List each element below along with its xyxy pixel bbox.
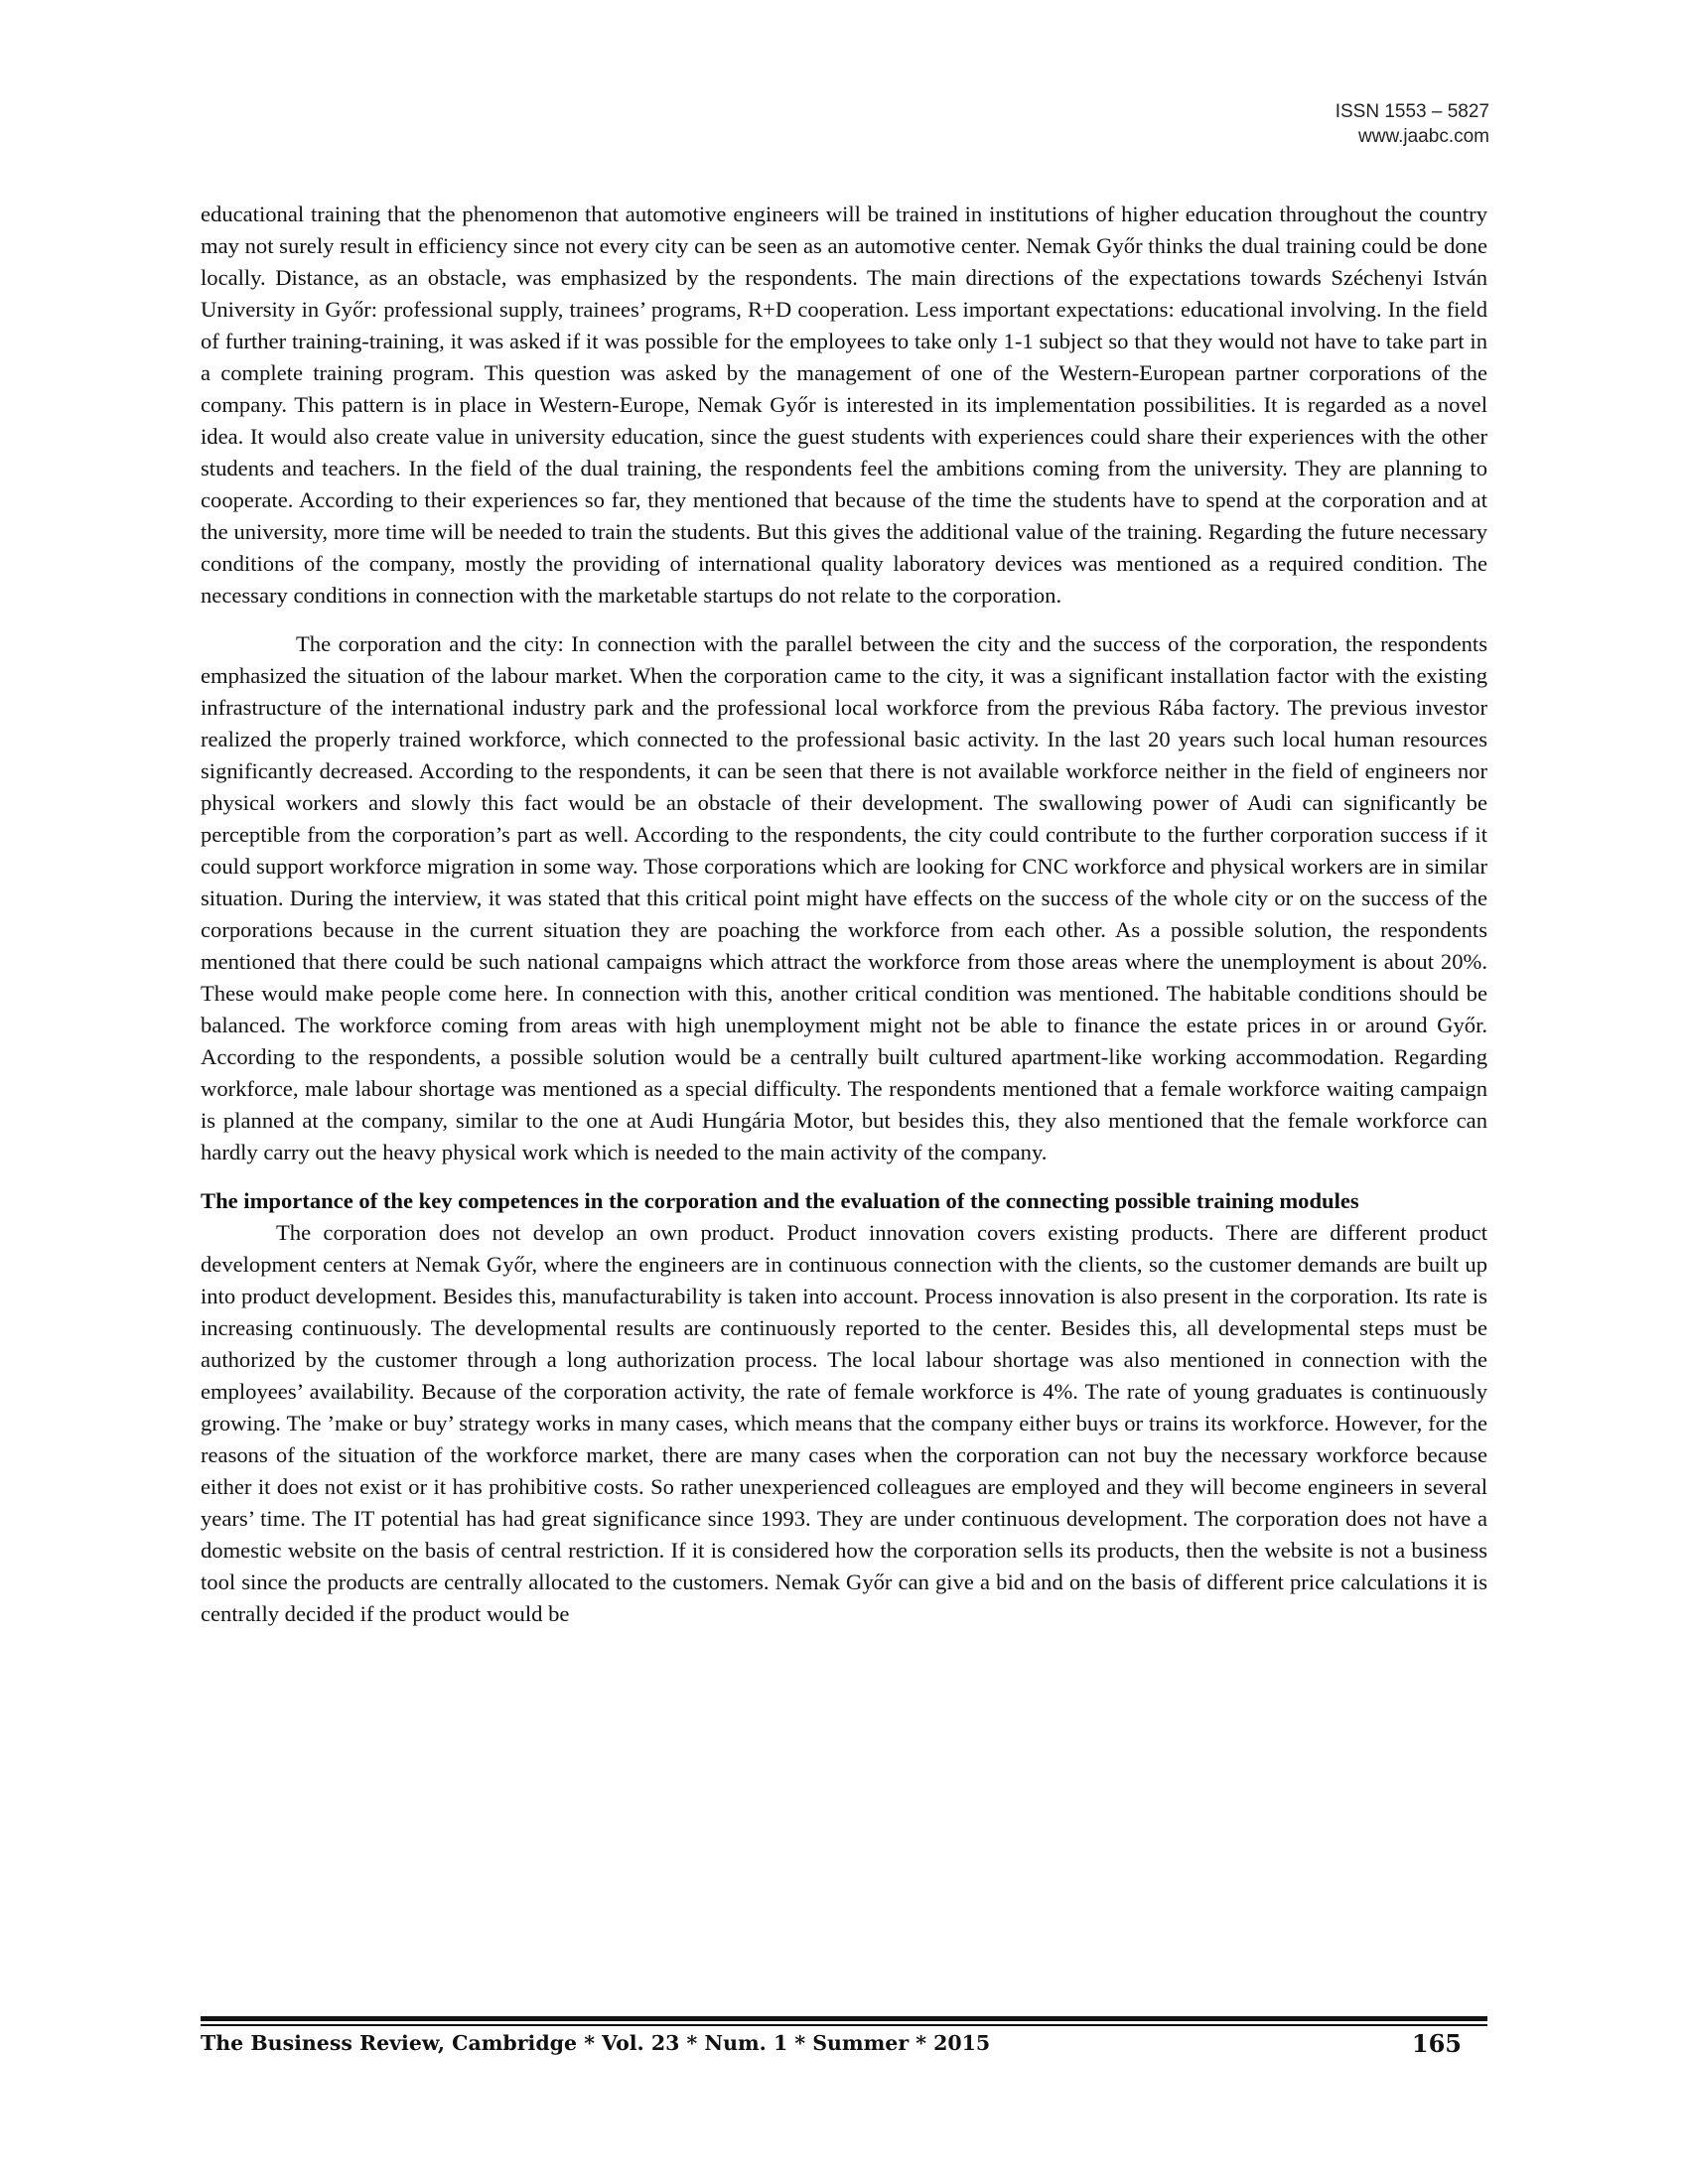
- running-footer: [201, 2031, 1487, 2071]
- footer-divider: [201, 2016, 1487, 2026]
- paragraph-corporation-and-city: The corporation and the city: In connection with the parallel between the city and the success of the corporation, the respondents emphasized the situation of the labour market. When the corporation came to the city, it was a significant installation factor with the existing infrastructure of the international industry park and the professional local workforce from the previous Rába factory. The previous investor realized the properly trained workforce, which connected to the professional basic activity. In the last 20 years such local human resources significantly decreased. According to the respondents, it can be seen that there is not available workforce neither in the field of engineers nor physical workers and slowly this fact would be an obstacle of their development. The swallowing power of Audi can significantly be perceptible from the corporation’s part as well. According to the respondents, the city could contribute to the further corporation success if it could support workforce migration in some way. Those corporations which are looking for CNC workforce and physical workers are in similar situation. During the interview, it was stated that this critical point might have effects on the success of the whole city or on the success of the corporations because in the current situation they are poaching the workforce from each other. As a possible solution, the respondents mentioned that there could be such national campaigns which attract the workforce from those areas where the unemployment is about 20%. These would make people come here. In connection with this, another critical condition was mentioned. The habitable conditions should be balanced. The workforce coming from areas with high unemployment might not be able to finance the estate prices in or around Győr. According to the respondents, a possible solution would be a centrally built cultured apartment-like working accommodation. Regarding workforce, male labour shortage was mentioned as a special difficulty. The respondents mentioned that a female workforce waiting campaign is planned at the company, similar to the one at Audi Hungária Motor, but besides this, they also mentioned that the female workforce can hardly carry out the heavy physical work which is needed to the main activity of the company.: [201, 631, 1487, 1164]
- paragraph-key-competences: The corporation does not develop an own product. Product innovation covers existing products. There are different product development centers at Nemak Győr, where the engineers are in continuous connection with the clients, so the customer demands are built up into product development. Besides this, manufacturability is taken into account. Process innovation is also present in the corporation. Its rate is increasing continuously. The developmental results are continuously reported to the center. Besides this, all developmental steps must be authorized by the customer through a long authorization process. The local labour shortage was also mentioned in connection with the employees’ availability. Because of the corporation activity, the rate of female workforce is 4%. The rate of young graduates is continuously growing. The ’make or buy’ strategy works in many cases, which means that the company either buys or trains its workforce. However, for the reasons of the situation of the workforce market, there are many cases when the corporation can not buy the necessary workforce because either it does not exist or it has prohibitive costs. So rather unexperienced colleagues are employed and they will become engineers in several years’ time. The IT potential has had great significance since 1993. They are under continuous development. The corporation does not have a domestic website on the basis of central restriction. If it is considered how the corporation sells its products, then the website is not a business tool since the products are centrally allocated to the customers. Nemak Győr can give a bid and on the basis of different price calculations it is centrally decided if the product would be: [201, 1220, 1487, 1626]
- section-heading: The importance of the key competences in the corporation and the evaluation of the connecting possible training modules: [201, 1188, 1359, 1213]
- article-body: [201, 199, 1487, 1630]
- paragraph-continued: educational training that the phenomenon that automotive engineers will be trained in institutions of higher education throughout the country may not surely result in efficiency since not every city can be seen as an automotive center. Nemak Győr thinks the dual training could be done locally. Distance, as an obstacle, was emphasized by the respondents. The main directions of the expectations towards Széchenyi István University in Győr: professional supply, trainees’ programs, R+D cooperation. Less important expectations: educational involving. In the field of further training-training, it was asked if it was possible for the employees to take only 1-1 subject so that they would not have to take part in a complete training program. This question was asked by the management of one of the Western-European partner corporations of the company. This pattern is in place in Western-Europe, Nemak Győr is interested in its implementation possibilities. It is regarded as a novel idea. It would also create value in university education, since the guest students with experiences could share their experiences with the other students and teachers. In the field of the dual training, the respondents feel the ambitions coming from the university. They are planning to cooperate. According to their experiences so far, they mentioned that because of the time the students have to spend at the corporation and at the university, more time will be needed to train the students. But this gives the additional value of the training. Regarding the future necessary conditions of the company, mostly the providing of international quality laboratory devices was mentioned as a required condition. The necessary conditions in connection with the marketable startups do not relate to the corporation.: [201, 202, 1487, 608]
- issn-number: ISSN 1553 – 5827: [1335, 101, 1489, 122]
- journal-website: www.jaabc.com: [1358, 126, 1489, 147]
- page-number: 165: [1411, 2029, 1462, 2058]
- footer-rule-thick: [201, 2016, 1487, 2021]
- footer-journal-citation: The Business Review, Cambridge * Vol. 23 * Num. 1 * Summer * 2015: [201, 2031, 991, 2055]
- footer-rule-thin: [201, 2024, 1487, 2026]
- running-header: [1336, 99, 1489, 149]
